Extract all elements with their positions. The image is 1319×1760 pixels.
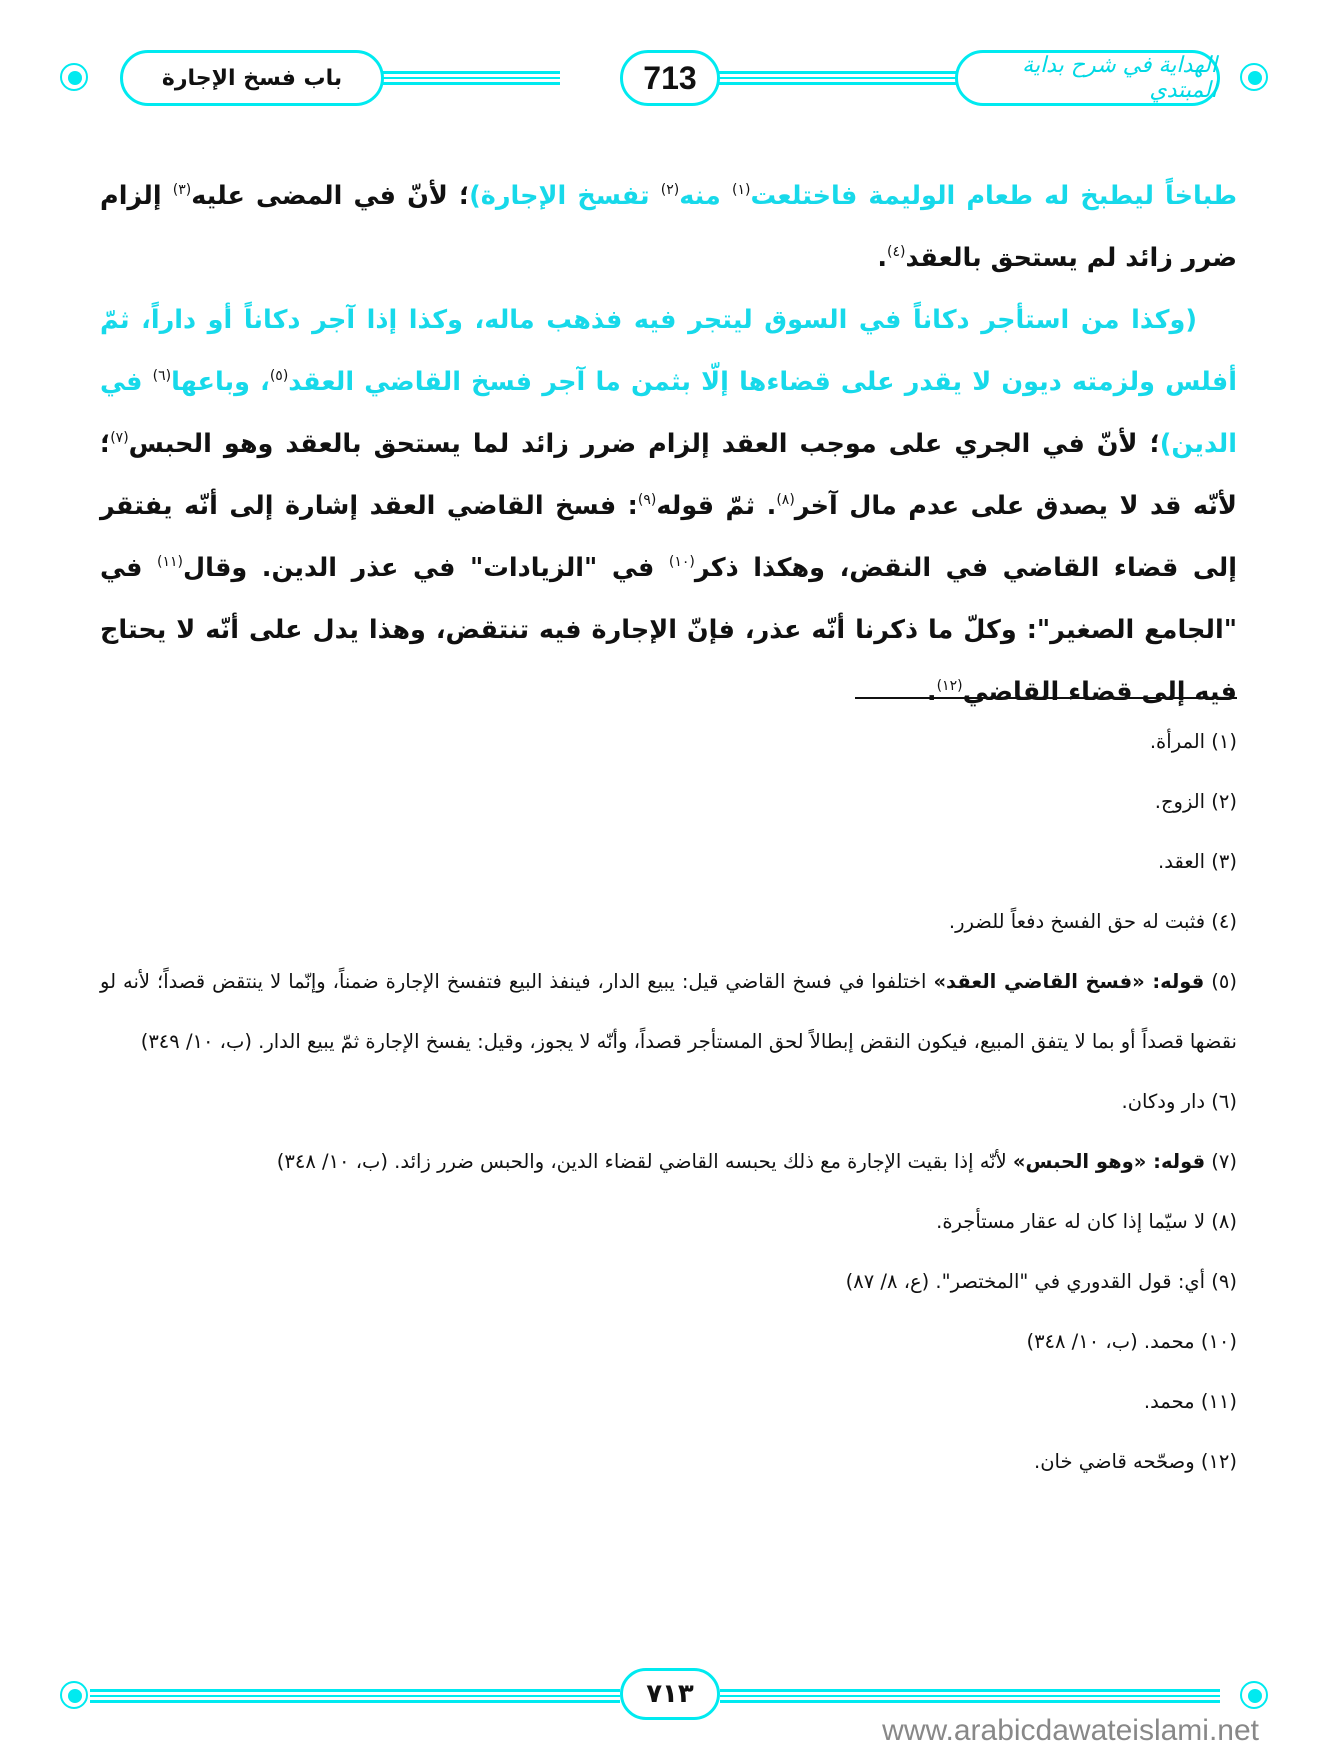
footnote-marker: (٨) (776, 492, 795, 508)
main-text (100, 165, 1237, 723)
footnote-number: (١) (1211, 730, 1237, 753)
watermark: www.arabicdawateislami.net (882, 1714, 1259, 1747)
footnote-marker: (٦) (152, 368, 172, 384)
chapter-title: باب فسخ الإجارة (120, 50, 384, 106)
footnote-number: (١٠) (1200, 1330, 1237, 1353)
commentary-text: . (926, 677, 937, 707)
footnote-marker: (٤) (887, 244, 906, 260)
footnote-text: العقد. (1158, 850, 1206, 873)
commentary-text: ؛ لأنّ في الجري على موجب العقد إلزام ضرر زائد لما يستحق بالعقد وهو الحبس (128, 429, 1160, 459)
footnote-number: (٣) (1211, 850, 1237, 873)
commentary-text: إلزام ضرر زائد لم يستحق بالعقد (100, 181, 1237, 273)
footnote-marker: (١١) (157, 554, 184, 570)
footnote-text: وصحّحه قاضي خان. (1034, 1450, 1195, 1473)
matn-text: ، وباعها (171, 367, 270, 397)
ornament-left-icon (60, 1679, 94, 1713)
commentary-text: ؛ لأنّ في المضى عليه (191, 181, 470, 211)
footnote-number: (٧) (1211, 1150, 1237, 1173)
ornament-right-icon (1240, 61, 1274, 95)
matn-text: طباخاً ليطبخ له طعام الوليمة فاختلعت (750, 181, 1237, 211)
footnote-number: (١١) (1200, 1390, 1237, 1413)
footnote-text: الزوج. (1154, 790, 1206, 813)
footnote-item (100, 892, 1237, 952)
footnote-text: فثبت له حق الفسخ دفعاً للضرر. (948, 910, 1206, 933)
page-header (60, 50, 1274, 106)
page-footer (60, 1668, 1274, 1720)
page-number: 713 (620, 50, 720, 106)
footnote-text: أي: قول القدوري في "المختصر". (ع، ٨/ ٨٧) (845, 1270, 1206, 1293)
paragraph (100, 165, 1237, 289)
commentary-text: . ثمّ قوله (656, 491, 777, 521)
footnote-text: محمد. (1143, 1390, 1195, 1413)
commentary-text: في "الجامع الصغير": وكلّ ما ذكرنا أنّه عذر، فإنّ الإجارة فيه تنتقض، وهذا يدل على أنّه لا يحتاج فيه إلى قضاء القاضي (100, 553, 1237, 707)
footnote-marker: (٣) (172, 182, 192, 198)
footnote-marker: (٩) (637, 492, 657, 508)
footnote-text: دار ودكان. (1121, 1090, 1206, 1113)
ornament-right-icon (1240, 1679, 1274, 1713)
footnote-marker: (٥) (269, 368, 289, 384)
footnote-text: المرأة. (1149, 730, 1206, 753)
footnotes (100, 712, 1237, 1492)
matn-text: في الدين) (100, 367, 1237, 459)
matn-text: منه (679, 181, 732, 211)
footer-rule (720, 1689, 1220, 1703)
footnote-text: اختلفوا في فسخ القاضي قيل: يبيع الدار، فينفذ البيع فتفسخ الإجارة ضمناً، وإنّما لا ينتقض قصداً؛ لأنه لو نقضها قصداً أو بما لا يتفق المبيع، فيكون النقض إبطالاً لحق المستأجر قصداً، وأنّه لا يجوز، وقيل: يفسخ الإجارة ثمّ يبيع الدار. (ب، ١٠/ ٣٤٩) (100, 970, 1237, 1053)
footnote-marker: (٧) (110, 430, 129, 446)
ornament-left-icon (60, 61, 94, 95)
footnote-text: محمد. (ب، ١٠/ ٣٤٨) (1026, 1330, 1195, 1353)
footnote-item (100, 772, 1237, 832)
commentary-text: . (877, 243, 888, 273)
footnote-item (100, 952, 1237, 1072)
footnote-item (100, 832, 1237, 892)
footnote-number: (٢) (1211, 790, 1237, 813)
footnote-number: (٩) (1211, 1270, 1237, 1293)
footnote-marker: (١٠) (668, 554, 695, 570)
footnote-marker: (١٢) (936, 678, 963, 694)
footnote-separator (855, 697, 1237, 699)
footnote-lead: قوله: «وهو الحبس» (1012, 1150, 1206, 1173)
footnote-number: (٤) (1211, 910, 1237, 933)
footnote-number: (١٢) (1200, 1450, 1237, 1473)
footnote-item (100, 1372, 1237, 1432)
footer-page-number: ٧١٣ (620, 1668, 720, 1720)
footnote-marker: (١) (731, 182, 751, 198)
matn-text: (وكذا من استأجر دكاناً في السوق ليتجر فيه فذهب ماله، وكذا إذا آجر دكاناً أو داراً، ثمّ أفلس ولزمته ديون لا يقدر على قضاءها إلّا بثمن ما آجر فسخ القاضي العقد (100, 305, 1237, 397)
commentary-text: في "الزيادات" في عذر الدين. وقال (183, 553, 669, 583)
commentary-text: ؛ لأنّه قد لا يصدق على عدم مال آخر (100, 429, 1237, 521)
footnote-item (100, 1192, 1237, 1252)
footnote-marker: (٢) (660, 182, 680, 198)
footnote-text: لا سيّما إذا كان له عقار مستأجرة. (936, 1210, 1206, 1233)
footnote-number: (٦) (1211, 1090, 1237, 1113)
commentary-text: : فسخ القاضي العقد إشارة إلى أنّه يفتقر إلى قضاء القاضي في النقض، وهكذا ذكر (100, 491, 1237, 583)
footnote-item (100, 712, 1237, 772)
footnote-text: لأنّه إذا بقيت الإجارة مع ذلك يحبسه القاضي لقضاء الدين، والحبس ضرر زائد. (ب، ١٠/ ٣٤٨) (276, 1150, 1013, 1173)
footnote-item (100, 1432, 1237, 1492)
footnote-number: (٨) (1211, 1210, 1237, 1233)
paragraph (100, 289, 1237, 723)
footnote-item (100, 1252, 1237, 1312)
book-title-logo: الهداية في شرح بداية المبتدي (955, 50, 1220, 106)
footer-rule (90, 1689, 620, 1703)
footnote-item (100, 1312, 1237, 1372)
footnote-item (100, 1072, 1237, 1132)
footnote-lead: قوله: «فسخ القاضي العقد» (933, 970, 1205, 993)
footnote-number: (٥) (1211, 970, 1237, 993)
matn-text: تفسخ الإجارة) (469, 181, 661, 211)
footnote-item (100, 1132, 1237, 1192)
